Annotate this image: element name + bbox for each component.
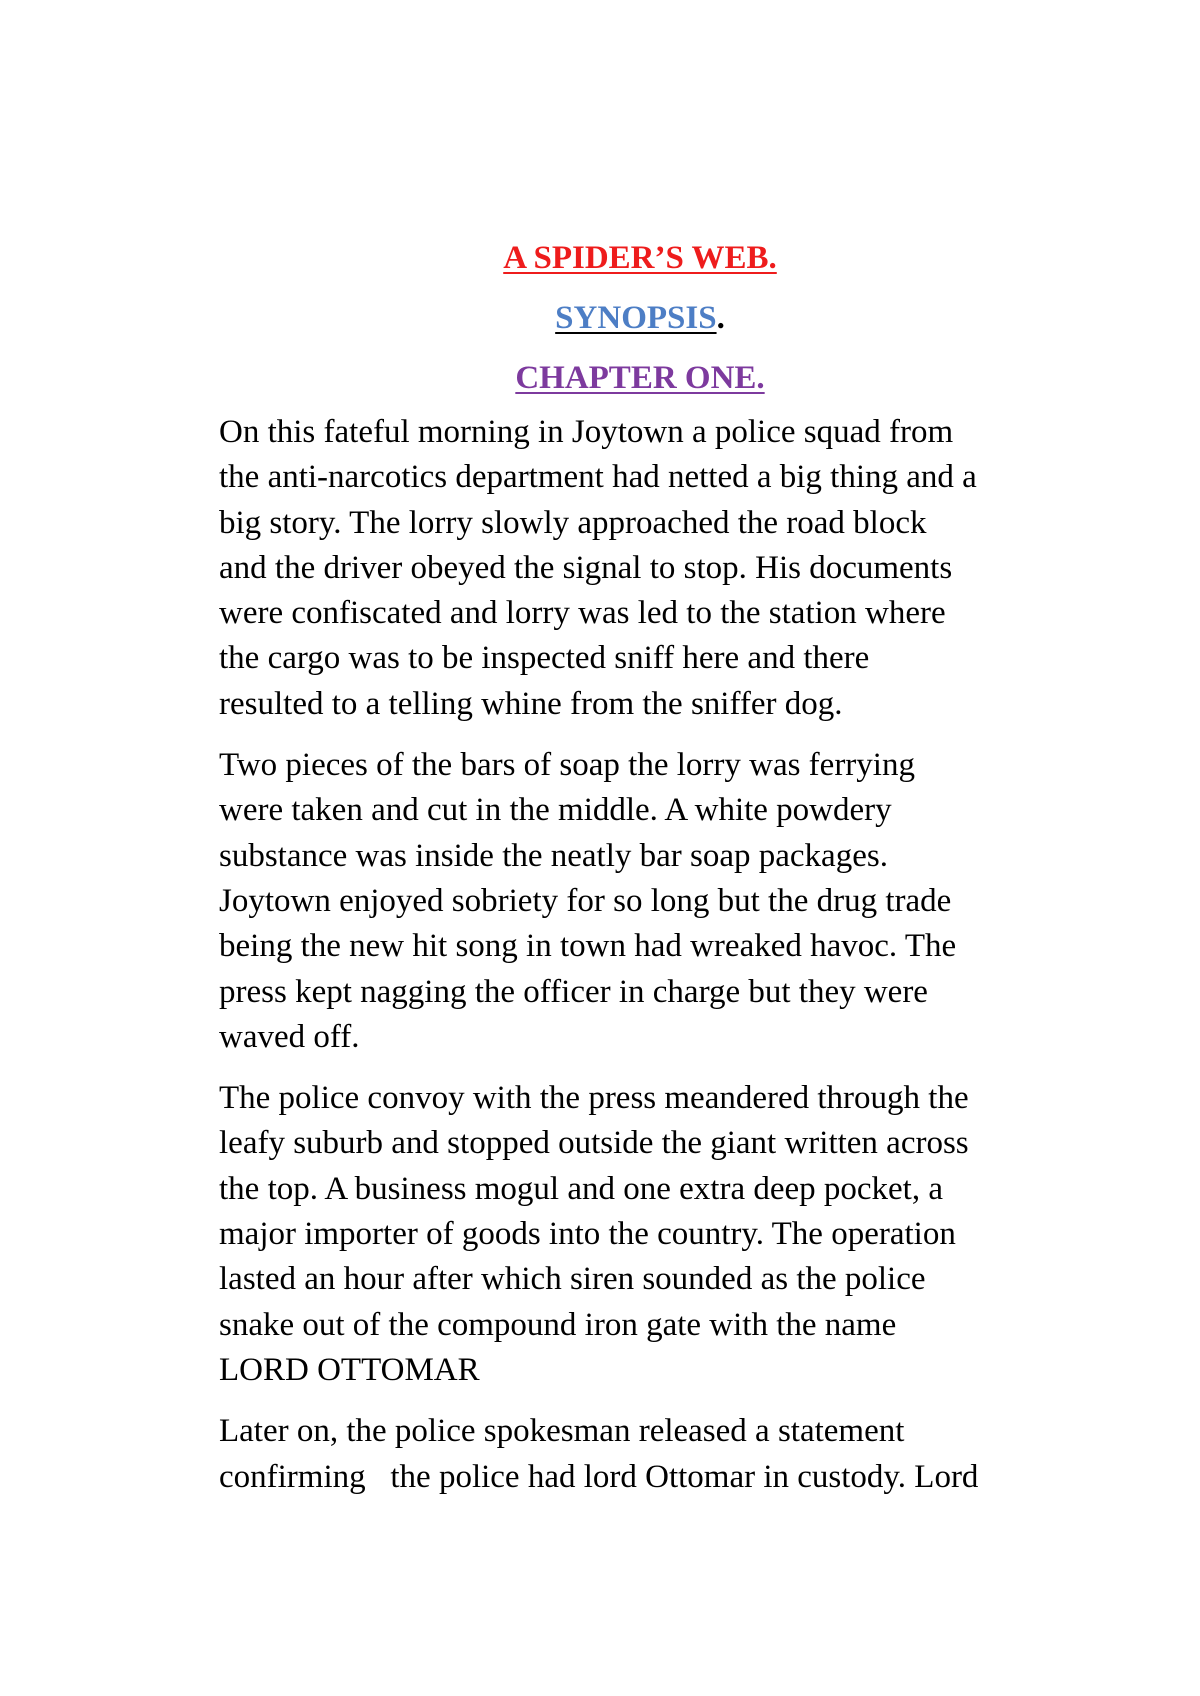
paragraph-2 — [219, 743, 1099, 1060]
text-line: and the driver obeyed the signal to stop. His documents — [219, 549, 953, 586]
text-line: On this fateful morning in Joytown a police squad from — [219, 414, 954, 450]
text-line: confirming the police had lord Ottomar in custody. Lord — [219, 1458, 979, 1495]
text-line: the anti-narcotics department had netted a big thing and a — [219, 459, 977, 496]
text-line: the cargo was to be inspected sniff here and there — [219, 640, 870, 677]
chapter-heading: CHAPTER ONE. — [515, 360, 765, 396]
text-line: the top. A business mogul and one extra deep pocket, a — [219, 1170, 944, 1207]
document-title: A SPIDER’S WEB. — [503, 240, 777, 276]
text-line: resulted to a telling whine from the sniffer dog. — [219, 685, 843, 722]
synopsis-heading — [0, 288, 1200, 348]
text-line: Two pieces of the bars of soap the lorry was ferrying — [219, 747, 915, 784]
text-line: press kept nagging the officer in charge but they were — [219, 973, 928, 1010]
text-line: Joytown enjoyed sobriety for so long but the drug trade — [219, 882, 952, 919]
paragraph-4 — [219, 1409, 1099, 1500]
text-line: were confiscated and lorry was led to the station where — [219, 595, 946, 632]
body-text — [219, 410, 1099, 1516]
text-line: big story. The lorry slowly approached the road block — [219, 504, 927, 541]
text-line: were taken and cut in the middle. A white powdery — [219, 792, 892, 829]
text-line: leafy suburb and stopped outside the giant written across — [219, 1125, 969, 1162]
paragraph-1 — [219, 410, 1099, 727]
heading-block — [0, 228, 1200, 408]
text-line: Later on, the police spokesman released a statement — [219, 1413, 905, 1450]
text-line: snake out of the compound iron gate with the name — [219, 1306, 897, 1343]
text-line: major importer of goods into the country. The operation — [219, 1216, 956, 1253]
synopsis-period: . — [716, 300, 725, 336]
text-line: lasted an hour after which siren sounded as the police — [219, 1261, 926, 1298]
paragraph-3 — [219, 1076, 1099, 1393]
text-line: LORD OTTOMAR — [219, 1351, 480, 1388]
text-line: being the new hit song in town had wreaked havoc. The — [219, 928, 957, 965]
synopsis-label: SYNOPSIS — [555, 300, 717, 336]
text-line: The police convoy with the press meandered through the — [219, 1080, 969, 1117]
text-line: waved off. — [219, 1018, 360, 1055]
text-line: substance was inside the neatly bar soap packages. — [219, 837, 888, 874]
